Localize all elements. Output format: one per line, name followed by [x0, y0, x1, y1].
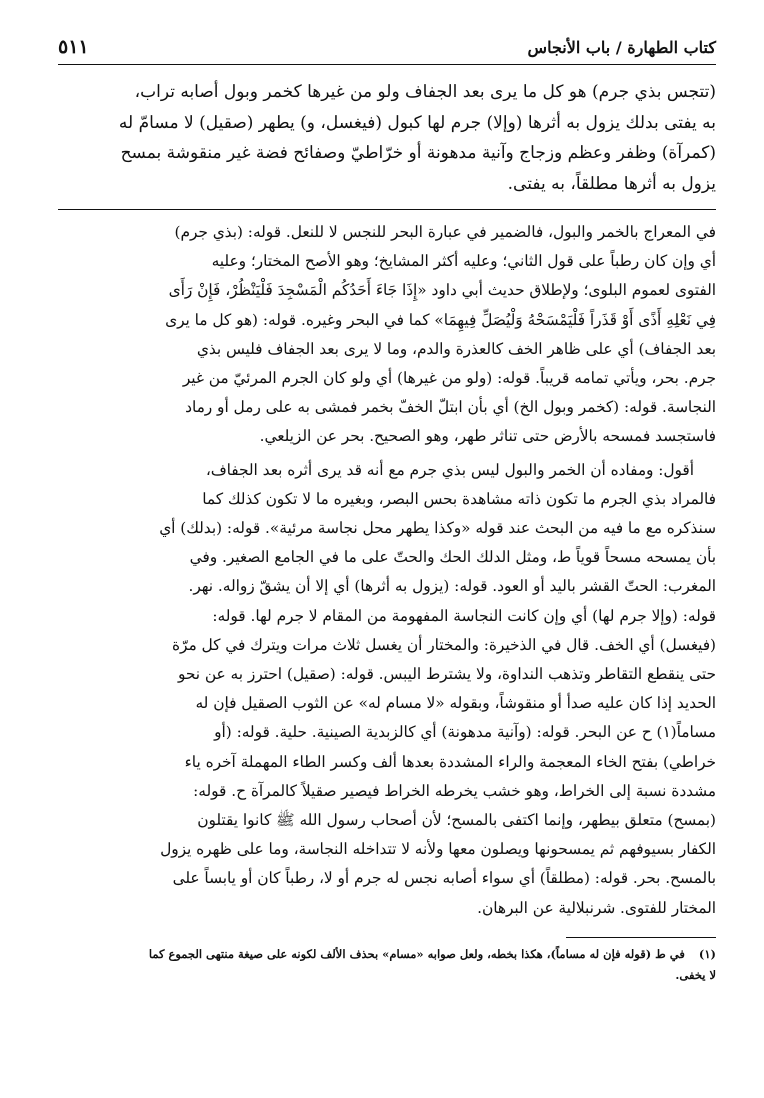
commentary-paragraph-2	[58, 456, 716, 923]
main-text-line: يزول به أثرها مطلقاً، به يفتى.	[507, 173, 716, 194]
commentary-line: حتى ينقطع التقاطر وتذهب النداوة، ولا يشترط اليبس. قوله: (صقيل) احترز به عن نحو	[177, 665, 716, 684]
commentary-line: بعد الجفاف) أي على ظاهر الخف كالعذرة والدم، وما لا يرى بعد الجفاف فليس بذي	[196, 339, 716, 358]
commentary-line: النجاسة. قوله: (كخمر وبول الخ) أي بأن ابتلّ الخفّ بخمر فمشى به على رمل أو رماد	[185, 398, 716, 417]
main-text-divider	[58, 209, 716, 210]
commentary-line: فالمراد بذي الجرم ما تكون ذاته مشاهدة بحس البصر، وبغيره ما لا تكون كذلك كما	[202, 489, 716, 508]
footnote-divider	[566, 937, 716, 938]
commentary-line: بأن يمسحه مسحاً قوياً ط، ومثل الدلك الحك والحتّ على ما في الجامع الصغير. وفي	[189, 548, 716, 567]
main-text-line: به يفتى بدلك يزول به أثرها (وإلا) جرم لها كبول (فيغسل، و) يطهر (صقيل) لا مسامّ له	[118, 112, 716, 133]
page-number: ٥١١	[58, 36, 89, 58]
commentary	[58, 218, 716, 923]
main-text-line: (تتجس بذي جرم) هو كل ما يرى بعد الجفاف ولو من غيرها كخمر وبول أصابه تراب،	[134, 82, 716, 102]
commentary-line: خراطي) بفتح الخاء المعجمة والراء المشددة بعدها ألف وكسر الطاء المهملة آخره ياء	[184, 752, 716, 771]
commentary-line: الفتوى لعموم البلوى؛ ولإطلاق حديث أبي داود «إِذَا جَاءَ أَحَدُكُم الْمَسْجِدَ فَلْيَنْظُرْ، فَإِنْ رَأَى	[168, 281, 716, 300]
commentary-line: المختار للفتوى. شرنبلالية عن البرهان.	[477, 898, 716, 917]
footnote-line: لا يخفى.	[675, 967, 716, 982]
commentary-line: مساماً(١) ح عن البحر. قوله: (وآنية مدهونة) أي كالزبدية الصينية. حلية. قوله: (أو	[214, 723, 716, 742]
commentary-paragraph-1	[58, 218, 716, 452]
commentary-line: بالمسح. بحر. قوله: (مطلقاً) أي سواء أصابه نجس له جرم أو لا، رطباً كان أو يابساً على	[172, 869, 716, 888]
commentary-line: مشددة نسبة إلى الخراط، وهو خشب يخرطه الخراط فيصير صقيلاً كالمرآة ح. قوله:	[193, 781, 716, 800]
commentary-line: أي وإن كان رطباً على قول الثاني؛ وعليه أكثر المشايخ؛ وهو الأصح المختار؛ وعليه	[211, 252, 716, 271]
commentary-line: في المعراج بالخمر والبول، فالضمير في عبارة البحر للنجس لا للنعل. قوله: (بذي جرم)	[174, 223, 716, 241]
commentary-line: المغرب: الحتّ القشر باليد أو العود. قوله: (يزول به أثرها) أي إلا أن يشقّ زواله. نهر.	[188, 577, 716, 596]
footnote-marker: (١)	[698, 946, 716, 961]
footnote	[58, 944, 716, 986]
commentary-line: سنذكره مع ما فيه من البحث عند قوله «وكذا يطهر محل نجاسة مرئية». قوله: (بدلك) أي	[159, 519, 716, 538]
commentary-line: فِي نَعْلِهِ أَذًى أَوْ قَذَراً فَلْيَمْسَحْهُ وَلْيُصَلِّ فِيهِمَا» كما في البحر وغيره. قوله: (هو كل ما يرى	[165, 310, 716, 329]
commentary-line: (فيغسل) أي الخف. قال في الذخيرة: والمختار أن يغسل ثلاث مرات ويترك في كل مرّة	[171, 635, 716, 654]
commentary-line: أقول: ومفاده أن الخمر والبول ليس بذي جرم مع أنه قد يرى أثره بعد الجفاف،	[205, 460, 694, 479]
commentary-line: قوله: (وإلا جرم لها) أي وإن كانت النجاسة المفهومة من المقام لا جرم لها. قوله:	[212, 606, 716, 625]
commentary-line: الكفار بسيوفهم ثم يمسحونها ويصلون معها ولأنه لا تتداخله النجاسة، وما على ظهره يزول	[160, 840, 716, 859]
commentary-line: فاستجسد فمسحه بالأرض حتى تناثر طهر، وهو الصحيح. بحر عن الزيلعي.	[259, 427, 716, 446]
main-text-line: (كمرآة) وظفر وعظم وزجاج وآنية مدهونة أو خرّاطيّ وصفائح فضة غير منقوشة بمسح	[120, 143, 716, 163]
main-text	[58, 77, 716, 199]
running-header	[58, 30, 716, 65]
commentary-line: الحديد إذا كان عليه صدأ أو منقوشاً، وبقوله «لا مسام له» عن الثوب الصقيل فإن له	[195, 694, 716, 713]
footnote-line: في ط (قوله فإن له مساماً)، هكذا بخطه، ولعل صوابه «مسام» بحذف الألف لكونه على صيغة منتهى الجموع كما	[148, 946, 685, 961]
commentary-line: جرم. بحر، ويأتي تمامه قريباً. قوله: (ولو من غيرها) أي ولو كان الجرم المرئيّ من غير	[182, 369, 716, 388]
running-title: كتاب الطهارة / باب الأنجاس	[527, 37, 716, 57]
book-page	[58, 30, 716, 1088]
commentary-line: (بمسح) متعلق بيطهر، وإنما اكتفى بالمسح؛ لأن أصحاب رسول الله ﷺ كانوا يقتلون	[197, 811, 716, 830]
